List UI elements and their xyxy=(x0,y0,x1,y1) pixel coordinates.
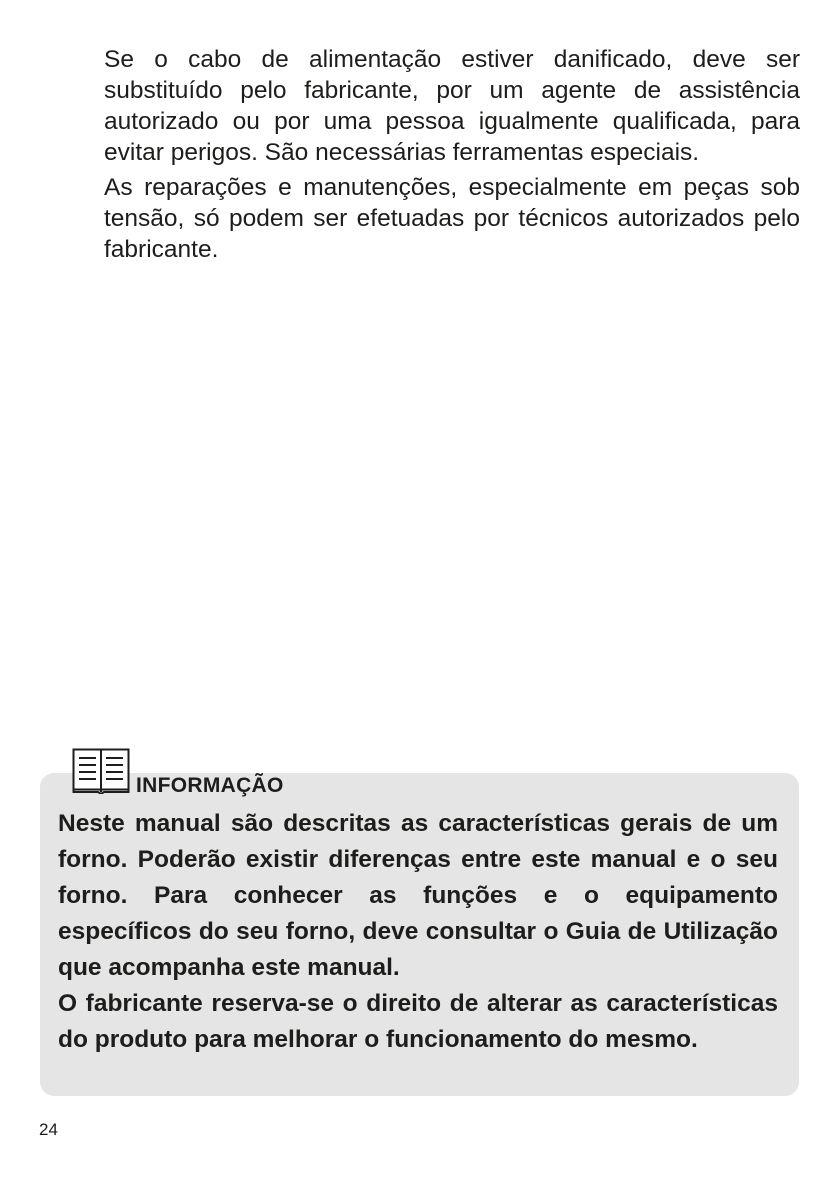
safety-text-section xyxy=(104,44,800,269)
safety-paragraph-power-cable: Se o cabo de alimentação estiver danificado, deve ser substituído pelo fabricante, por um agente de assistência autorizado ou por uma pessoa igualmente qualificada, para evitar perigos. São necessárias ferramentas especiais. xyxy=(104,46,800,166)
book-icon xyxy=(72,748,130,794)
page-number: 24 xyxy=(39,1120,58,1139)
info-paragraph-manufacturer-rights: O fabricante reserva-se o direito de alterar as características do produto para melhorar o funcionamento do mesmo. xyxy=(58,990,778,1053)
safety-paragraph-repairs: As reparações e manutenções, especialmente em peças sob tensão, só podem ser efetuadas por técnicos autorizados pelo fabricante. xyxy=(104,174,800,263)
info-paragraph-manual-differences: Neste manual são descritas as características gerais de um forno. Poderão existir diferenças entre este manual e o seu forno. Para conhecer as funções e o equipamento específicos do seu forno, deve consultar o Guia de Utilização que acompanha este manual. xyxy=(58,810,778,981)
info-box-text xyxy=(58,806,778,1058)
info-box-title: INFORMAÇÃO xyxy=(136,774,284,797)
